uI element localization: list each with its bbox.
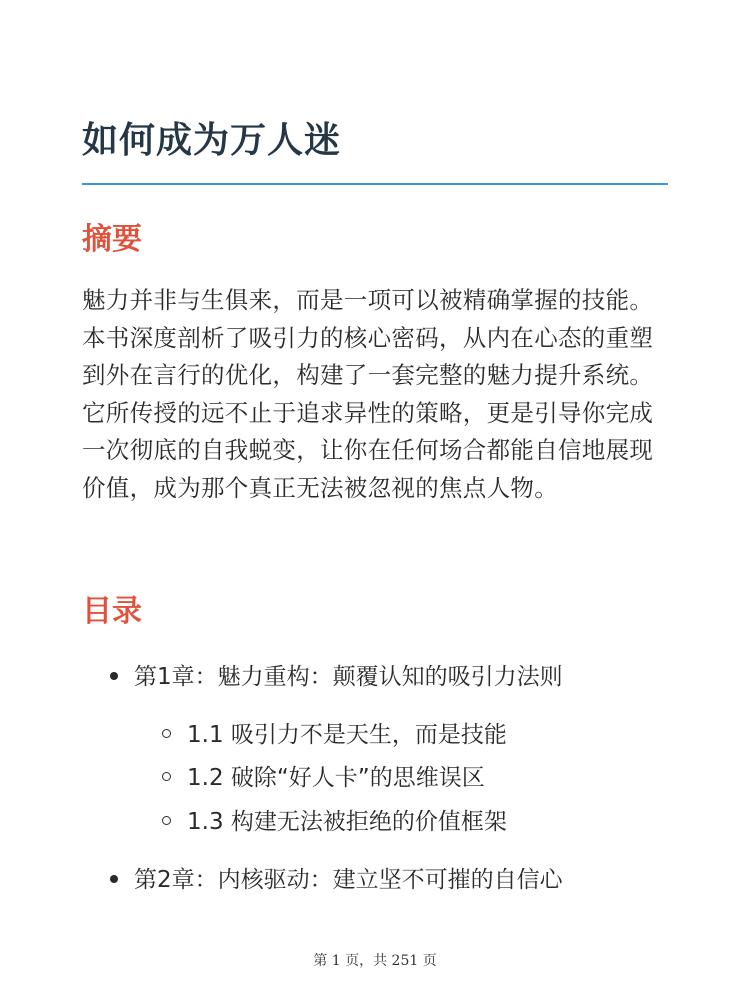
toc-section-1-1 [162,717,507,753]
circle-bullet-icon [162,729,171,738]
toc-chapter-1-label: 第1章：魅力重构：颠覆认知的吸引力法则 [134,664,563,690]
toc-section-1-3-label: 1.3 构建无法被拒绝的价值框架 [187,809,507,835]
toc-section-1-2 [162,760,485,796]
toc-section-1-1-label: 1.1 吸引力不是天生，而是技能 [187,722,507,748]
bullet-icon [110,875,118,883]
toc-section-1-3 [162,804,507,840]
title-divider [82,183,668,185]
toc-chapter-2 [110,862,563,898]
summary-heading: 摘要 [82,222,142,257]
circle-bullet-icon [162,772,171,781]
page-footer: 第 1 页，共 251 页 [313,953,437,969]
toc-section-1-2-label: 1.2 破除“好人卡”的思维误区 [187,765,485,791]
toc-chapter-1 [110,659,563,695]
summary-paragraph: 魅力并非与生俱来，而是一项可以被精确掌握的技能。本书深度剖析了吸引力的核心密码，从内在心态的重塑到外在言行的优化，构建了一套完整的魅力提升系统。它所传授的远不止于追求异性的策略，更是引导你完成一次彻底的自我蜕变，让你在任何场合都能自信地展现价值，成为那个真正无法被忽视的焦点人物。 [82,286,654,502]
circle-bullet-icon [162,816,171,825]
bullet-icon [110,672,118,680]
toc-chapter-2-label: 第2章：内核驱动：建立坚不可摧的自信心 [134,867,563,893]
document-title: 如何成为万人迷 [82,120,342,161]
toc-heading: 目录 [82,594,142,629]
